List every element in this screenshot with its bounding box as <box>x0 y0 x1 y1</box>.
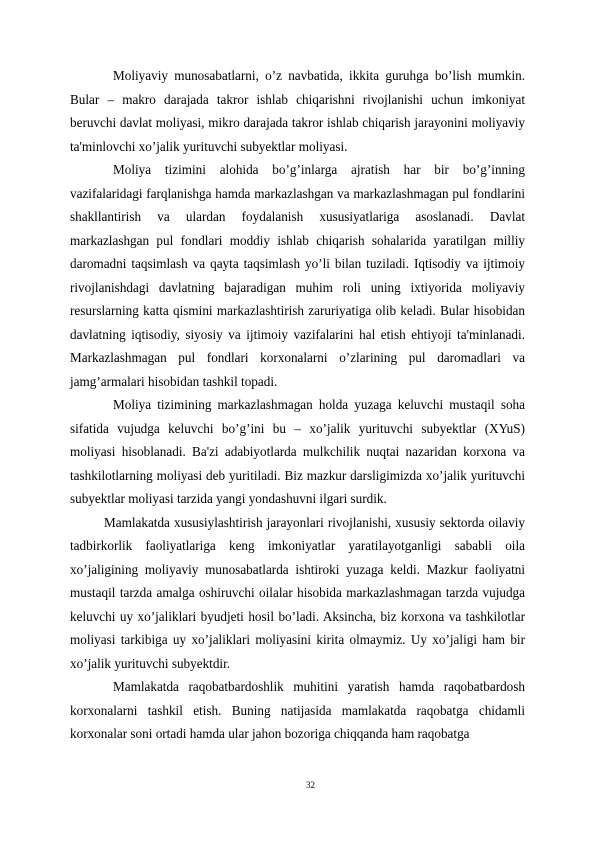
document-body <box>70 64 525 746</box>
page-number: 32 <box>306 780 315 790</box>
paragraph-business-entities-finance: Moliya tizimining markazlashmagan holda yuzaga keluvchi mustaqil soha sifatida vujudga keluvchi bo’g’ini bu – xo’jalik yurituvchi subyektlar (XYuS) moliyasi hisoblanadi. Ba'zi adabiyotlarda mulkchilik nuqtai nazaridan korxona va tashkilotlarning moliyasi deb yuritiladi. Biz mazkur darsligimizda xo’jalik yurituvchi subyektlar moliyasi tarzida yangi yondashuvni ilgari surdik. <box>70 397 525 506</box>
paragraph-competitiveness: Mamlakatda raqobatbardoshlik muhitini yaratish hamda raqobatbardosh korxonalarni tashkil etish. Buning natijasida mamlakatda raqobatga chidamli korxonalar soni ortadi hamda ular jahon bozoriga chiqqanda ham raqobatga <box>70 679 525 741</box>
paragraph-financial-relations: Moliyaviy munosabatlarni, o’z navbatida, ikkita guruhga bo’lish mumkin. Bular – makro darajada takror ishlab chiqarishni rivojlanishi uchun imkoniyat beruvchi davlat moliyasi, mikro darajada takror ishlab chiqarish jarayonini moliyaviy ta'minlovchi xo’jalik yurituvchi subyektlar moliyasi. <box>70 68 525 154</box>
paragraph-financial-system-links: Moliya tizimini alohida bo’g’inlarga ajratish har bir bo’g’inning vazifalaridagi farqlanishga hamda markazlashgan va markazlashmagan pul fondlarini shakllantirish va ulardan foydalanish xususiyatlariga asoslanadi. Davlat markazlashgan pul fondlari moddiy ishlab chiqarish sohalarida yaratilgan milliy daromadni taqsimlash va qayta taqsimlash yo’li bilan tuziladi. Iqtisodiy va ijtimoiy rivojlanishdagi davlatning bajaradigan muhim roli uning ixtiyorida moliyaviy resurslarning katta qismini markazlashtirish zaruriyatiga olib keladi. Bular hisobidan davlatning iqtisodiy, siyosiy va ijtimoiy vazifalarini hal etish ehtiyoji ta'minlanadi. Markazlashmagan pul fondlari korxonalarni o’zlarining pul daromadlari va jamg’armalari hisobidan tashkil topadi. <box>70 162 525 389</box>
paragraph-household-finance: Mamlakatda xususiylashtirish jarayonlari rivojlanishi, xususiy sektorda oilaviy tadbirkorlik faoliyatlariga keng imkoniyatlar yaratilayotganligi sababli oila xo’jaligining moliyaviy munosabatlarda ishtiroki yuzaga keldi. Mazkur faoliyatni mustaqil tarzda amalga oshiruvchi oilalar hisobida markazlashmagan tarzda vujudga keluvchi uy xo’jaliklari byudjeti hosil bo’ladi. Aksincha, biz korxona va tashkilotlar moliyasi tarkibiga uy xo’jaliklari moliyasini kirita olmaymiz. Uy xo’jaligi ham bir xo’jalik yurituvchi subyektdir. <box>70 514 525 671</box>
